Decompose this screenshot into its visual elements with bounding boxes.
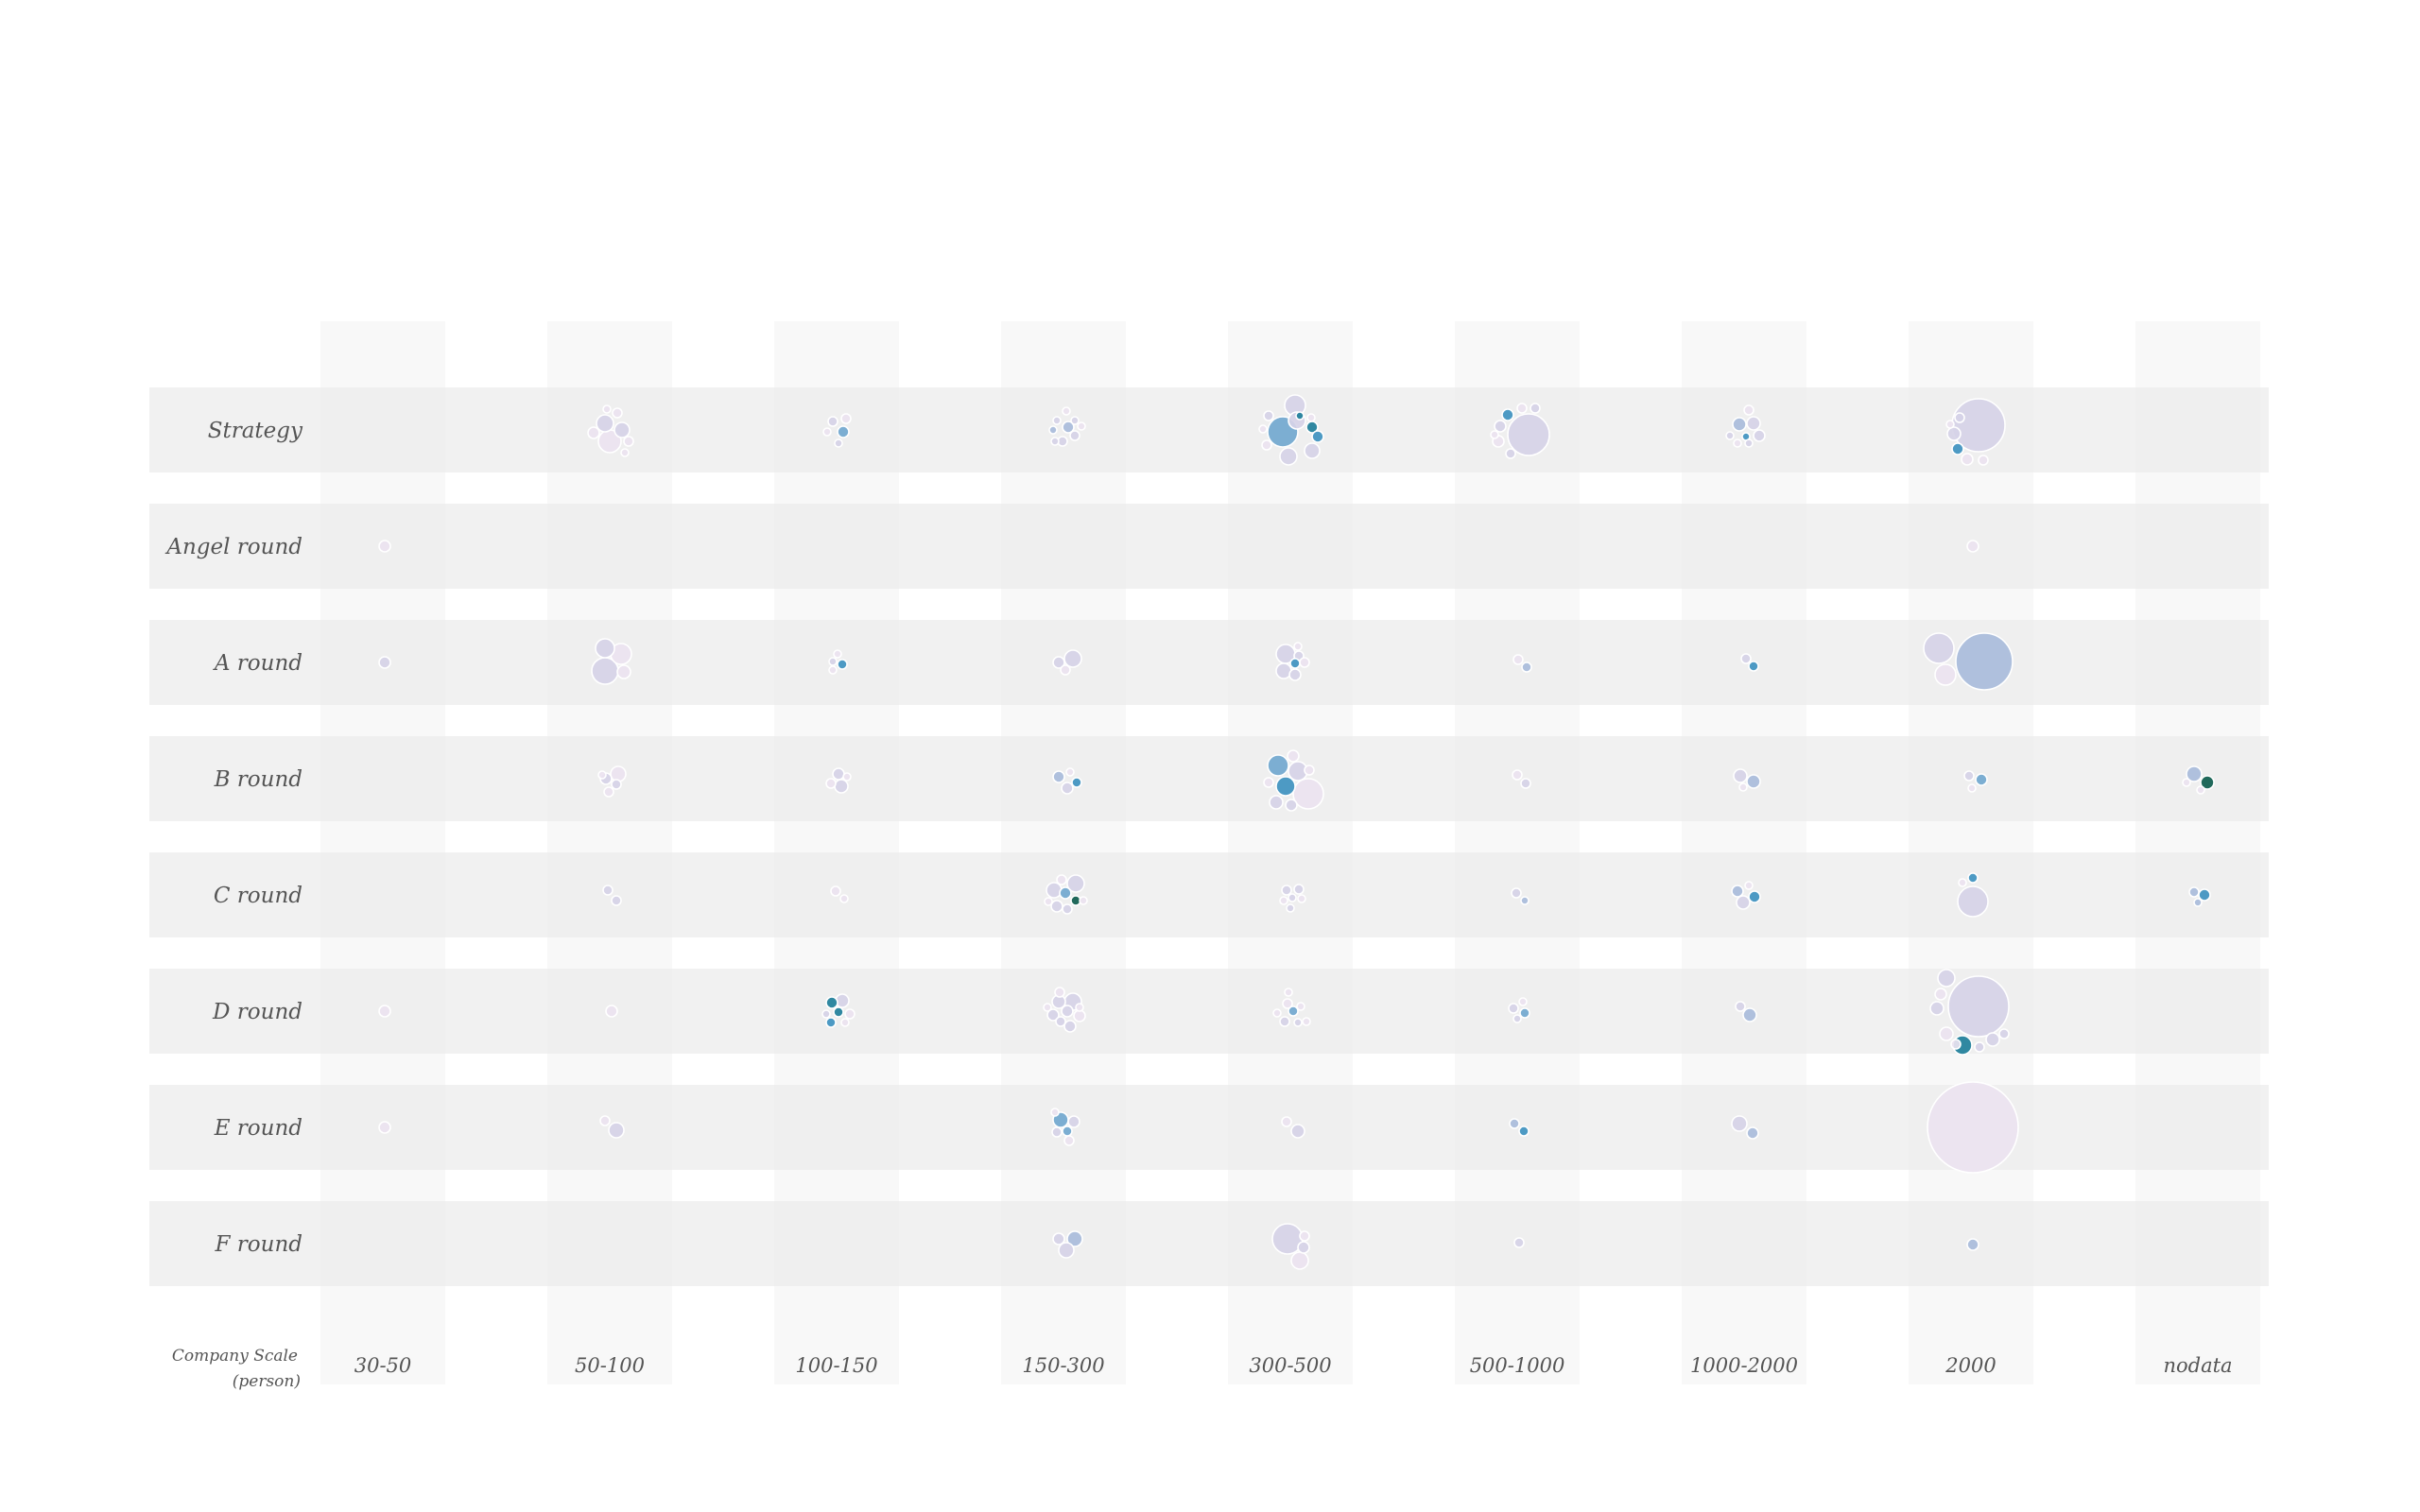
bubble[interactable] (1976, 774, 1987, 785)
bubble[interactable] (1060, 887, 1071, 899)
bubble[interactable] (1280, 1017, 1289, 1026)
bubble[interactable] (1935, 988, 1946, 1000)
bubble[interactable] (1053, 417, 1061, 424)
bubble[interactable] (833, 768, 844, 780)
bubble[interactable] (1294, 643, 1302, 650)
bubble[interactable] (379, 1122, 390, 1133)
column-label: 500-1000 (1469, 1354, 1565, 1377)
column-label: 30-50 (354, 1354, 412, 1377)
bubble[interactable] (1513, 1015, 1521, 1022)
bubble[interactable] (843, 773, 851, 781)
bubble[interactable] (1055, 988, 1064, 997)
bubble[interactable] (603, 405, 611, 413)
bubble[interactable] (1999, 1029, 2009, 1039)
bubble[interactable] (1300, 1231, 1309, 1241)
bubble[interactable] (1514, 1238, 1524, 1247)
bubble[interactable] (596, 639, 614, 658)
bubble[interactable] (1049, 426, 1057, 434)
bubble[interactable] (1927, 1082, 2018, 1173)
bubble[interactable] (1262, 440, 1271, 450)
bubble[interactable] (1519, 998, 1527, 1005)
bubble[interactable] (1975, 1042, 1984, 1052)
bubble[interactable] (1307, 414, 1315, 421)
column-label: 100-150 (795, 1354, 878, 1377)
bubble[interactable] (1053, 1233, 1064, 1245)
bubble[interactable] (1754, 430, 1765, 441)
bubble[interactable] (1743, 1008, 1756, 1022)
bubble[interactable] (1491, 431, 1498, 438)
bubble[interactable] (2183, 779, 2190, 786)
bubble[interactable] (1296, 412, 1304, 420)
bubble[interactable] (1070, 431, 1080, 440)
bubble[interactable] (1733, 418, 1746, 431)
bubble[interactable] (613, 408, 622, 418)
bubble[interactable] (1726, 432, 1734, 439)
bubble[interactable] (1745, 882, 1753, 889)
bubble[interactable] (1057, 875, 1066, 885)
bubble[interactable] (1044, 1004, 1051, 1011)
bubble[interactable] (1291, 1125, 1305, 1138)
bubble[interactable] (1521, 779, 1530, 788)
bubble[interactable] (379, 541, 390, 552)
bubble[interactable] (1938, 970, 1955, 987)
bubble[interactable] (1959, 879, 1966, 886)
bubble[interactable] (1072, 778, 1081, 787)
bubble[interactable] (1264, 778, 1273, 787)
bubble[interactable] (2197, 786, 2204, 794)
bubble[interactable] (1312, 431, 1323, 442)
bubble[interactable] (1078, 422, 1085, 430)
bubble[interactable] (1509, 1004, 1518, 1013)
bubble[interactable] (1739, 783, 1747, 791)
bubble[interactable] (826, 997, 838, 1008)
bubble[interactable] (1259, 425, 1267, 433)
bubble[interactable] (1986, 1033, 1999, 1046)
bubble[interactable] (1749, 662, 1758, 671)
row-band-2 (149, 620, 2269, 705)
bubble[interactable] (1502, 409, 1513, 421)
bubble[interactable] (1298, 1242, 1309, 1253)
bubble[interactable] (1056, 1017, 1065, 1026)
bubble[interactable] (823, 428, 831, 436)
bubble[interactable] (1282, 885, 1291, 895)
bubble[interactable] (1968, 784, 1976, 792)
bubble[interactable] (1741, 654, 1751, 663)
bubble[interactable] (1270, 796, 1283, 809)
bubble[interactable] (1948, 976, 2009, 1037)
bubble[interactable] (1280, 448, 1297, 465)
bubble[interactable] (829, 666, 837, 674)
row-label: C round (213, 884, 302, 908)
bubble[interactable] (1294, 885, 1304, 894)
bubble[interactable] (1052, 1127, 1062, 1137)
column-label: 2000 (1945, 1354, 1996, 1377)
bubble[interactable] (838, 426, 849, 438)
bubble[interactable] (1286, 799, 1297, 811)
bubble[interactable] (1956, 633, 2013, 690)
bubble[interactable] (1074, 1010, 1085, 1022)
bubble[interactable] (1062, 1005, 1073, 1017)
bubble[interactable] (1530, 404, 1540, 413)
bubble[interactable] (1964, 771, 1974, 781)
bubble[interactable] (1288, 750, 1299, 762)
bubble[interactable] (826, 1018, 836, 1027)
bubble[interactable] (1051, 438, 1059, 445)
bubble[interactable] (2189, 887, 2199, 897)
bubble[interactable] (1300, 658, 1309, 667)
bubble[interactable] (1289, 669, 1301, 680)
bubble[interactable] (1068, 1116, 1080, 1127)
bubble[interactable] (1517, 404, 1527, 413)
bubble[interactable] (621, 449, 629, 456)
bubble[interactable] (1747, 417, 1760, 430)
bubble[interactable] (1747, 775, 1760, 788)
bubble[interactable] (1955, 413, 1964, 422)
bubble[interactable] (1290, 659, 1300, 668)
bubble[interactable] (1951, 1040, 1961, 1049)
bubble[interactable] (1924, 633, 1954, 663)
bubble[interactable] (1737, 896, 1750, 909)
bubble[interactable] (841, 1019, 849, 1026)
row-label: A round (214, 651, 302, 676)
bubble[interactable] (1080, 897, 1087, 904)
bubble[interactable] (1506, 449, 1515, 458)
bubble[interactable] (1745, 439, 1753, 447)
bubble[interactable] (1294, 1019, 1302, 1026)
bubble[interactable] (1744, 405, 1754, 415)
bubble[interactable] (603, 885, 613, 895)
bubble[interactable] (609, 1123, 624, 1138)
bubble[interactable] (1979, 455, 1988, 465)
row-label: Angel round (166, 535, 302, 559)
bubble[interactable] (617, 665, 631, 679)
bubble[interactable] (1298, 895, 1305, 902)
axis-title-line-1: Company Scale (171, 1347, 298, 1366)
bubble[interactable] (834, 1007, 843, 1017)
bubble[interactable] (1053, 771, 1064, 782)
column-label: 50-100 (575, 1354, 645, 1377)
row-label: F round (215, 1232, 302, 1257)
row-band-7 (149, 1201, 2269, 1286)
bubble[interactable] (604, 787, 614, 797)
row-label: D round (213, 1000, 302, 1024)
bubble[interactable] (1305, 443, 1320, 458)
bubble[interactable] (826, 779, 836, 788)
bubble[interactable] (834, 650, 841, 658)
bubble[interactable] (624, 437, 633, 446)
bubble[interactable] (822, 1010, 830, 1018)
bubble[interactable] (1303, 1018, 1310, 1025)
bubble[interactable] (379, 1005, 390, 1017)
row-band-3 (149, 736, 2269, 821)
bubble[interactable] (1293, 779, 1323, 809)
bubble[interactable] (840, 895, 848, 902)
bubble[interactable] (1967, 541, 1979, 552)
bubble[interactable] (1510, 1119, 1519, 1128)
bubble[interactable] (1946, 421, 1954, 428)
column-label: 150-300 (1022, 1354, 1105, 1377)
bubble[interactable] (1268, 755, 1288, 776)
bubble[interactable] (1930, 1002, 1944, 1015)
bubble[interactable] (1305, 765, 1314, 775)
column-label: nodata (2163, 1354, 2233, 1377)
bubble[interactable] (1062, 782, 1073, 794)
bubble[interactable] (1059, 1243, 1074, 1258)
bubble[interactable] (1968, 873, 1978, 883)
bubble[interactable] (1071, 417, 1079, 424)
column-label: 1000-2000 (1690, 1354, 1798, 1377)
bubble[interactable] (1063, 1126, 1072, 1136)
bubble[interactable] (1061, 665, 1070, 675)
row-band-4 (149, 852, 2269, 937)
bubble[interactable] (1273, 1009, 1281, 1017)
bubble[interactable] (1064, 1136, 1074, 1145)
bubble[interactable] (845, 1009, 855, 1019)
bubble[interactable] (1935, 664, 1956, 685)
bubble[interactable] (379, 657, 390, 668)
column-label: 300-500 (1249, 1354, 1332, 1377)
bubble[interactable] (1285, 988, 1292, 996)
bubble[interactable] (829, 658, 837, 665)
bubble[interactable] (598, 771, 606, 779)
bubble[interactable] (1287, 904, 1294, 912)
bubble[interactable] (1521, 897, 1529, 904)
row-label: E round (214, 1116, 302, 1141)
bubble[interactable] (1522, 662, 1531, 672)
bubble[interactable] (614, 422, 630, 438)
bubble[interactable] (1064, 650, 1081, 667)
bubble[interactable] (1076, 1004, 1083, 1011)
bubble[interactable] (1297, 1003, 1305, 1010)
bubble[interactable] (1066, 768, 1074, 776)
bubble[interactable] (1512, 888, 1521, 898)
bubble[interactable] (1734, 769, 1747, 782)
row-band-1 (149, 504, 2269, 589)
bubble[interactable] (1051, 1108, 1059, 1116)
bubble[interactable] (1734, 439, 1741, 447)
bubble[interactable] (1495, 421, 1506, 432)
bubble[interactable] (1280, 897, 1288, 904)
bubble[interactable] (1940, 1027, 1953, 1040)
row-label: B round (214, 767, 302, 792)
bubble[interactable] (1046, 883, 1062, 898)
bubble[interactable] (1508, 414, 1549, 455)
bubble[interactable] (2194, 899, 2202, 906)
bubble[interactable] (1282, 1117, 1291, 1126)
bubble[interactable] (612, 780, 621, 789)
bubble[interactable] (835, 439, 842, 447)
bubble[interactable] (1947, 427, 1961, 440)
bubble[interactable] (1749, 891, 1760, 902)
bubble[interactable] (1747, 1127, 1758, 1139)
bubble[interactable] (1736, 1002, 1745, 1011)
bubble[interactable] (1519, 1126, 1529, 1136)
bubble[interactable] (588, 427, 599, 438)
bubble[interactable] (1513, 655, 1523, 664)
bubble[interactable] (1962, 454, 1973, 465)
bubble[interactable] (1732, 1116, 1747, 1131)
bubble[interactable] (835, 780, 848, 793)
bubble[interactable] (1958, 886, 1988, 917)
row-label: Strategy (207, 419, 302, 443)
bubble[interactable] (1732, 885, 1743, 897)
bubble[interactable] (1276, 777, 1295, 796)
bubble[interactable] (1967, 1239, 1979, 1250)
bubble[interactable] (606, 1005, 617, 1017)
axis-title-line-2: (person) (232, 1372, 301, 1391)
bubble[interactable] (1063, 407, 1070, 415)
bubble[interactable] (1063, 904, 1072, 914)
bubble[interactable] (1051, 901, 1063, 912)
bubble[interactable] (1045, 898, 1052, 905)
bubble[interactable] (612, 896, 621, 905)
bubble[interactable] (1288, 894, 1296, 902)
bubble[interactable] (1264, 411, 1273, 421)
bubble[interactable] (841, 414, 851, 423)
bubble[interactable] (1520, 1008, 1530, 1018)
bubble[interactable] (828, 417, 838, 426)
bubble[interactable] (1952, 443, 1963, 455)
bubble[interactable] (1512, 770, 1522, 780)
bubble[interactable] (1291, 1252, 1308, 1269)
bubble[interactable] (600, 1116, 610, 1125)
bubble[interactable] (831, 886, 840, 896)
bubble[interactable] (1064, 1021, 1076, 1032)
bubble[interactable] (838, 660, 847, 669)
